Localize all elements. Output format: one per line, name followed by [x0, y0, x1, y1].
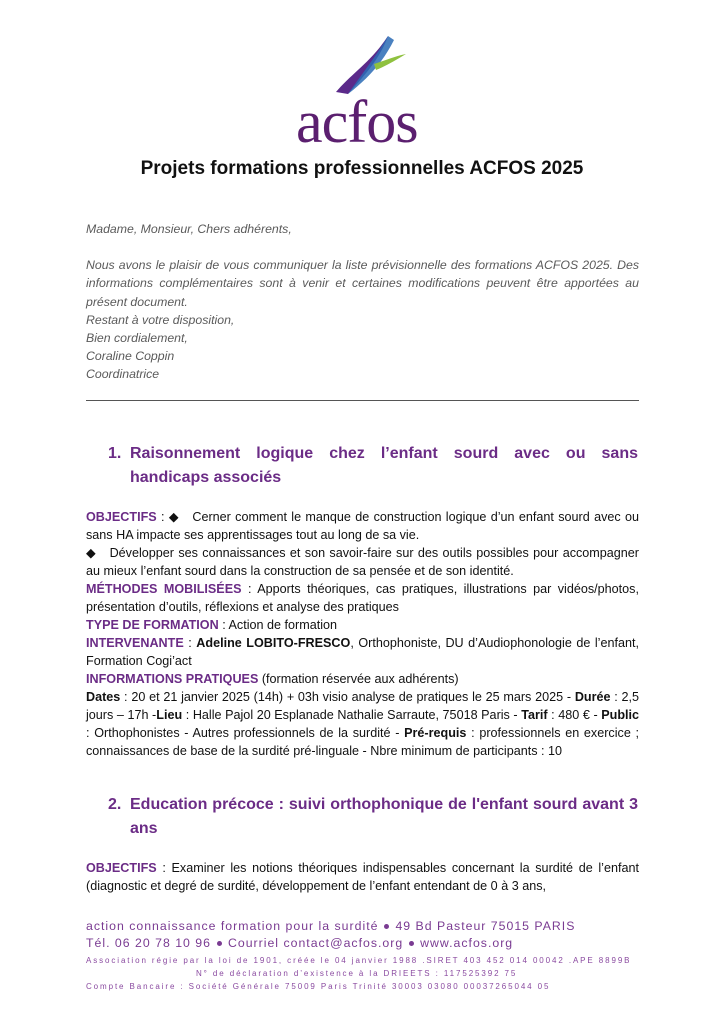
objectif-1: Cerner comment le manque de construction logique d’un enfant sourd avec ou sans HA impacte ses apprentissages tout au long de sa vie. — [86, 510, 639, 542]
section-1-number: 1. — [108, 445, 122, 462]
intervenante-details: , Orthophoniste, DU d’Audiophonologie de l’enfant, Formation Cogi’act — [86, 636, 639, 668]
tarif-value: 480 € - — [558, 708, 598, 722]
methodes-label: MÉTHODES MOBILISÉES — [86, 582, 242, 596]
lieu-label: Lieu — [156, 708, 183, 722]
dot-icon — [409, 941, 414, 946]
public-value: Orthophonistes - Autres professionnels de la surdité - — [94, 726, 400, 740]
intro-paragraph: Nous avons le plaisir de vous communiquer la liste prévisionnelle des formations ACFOS 2025. Des informations complémentaires sont à venir et certaines modifications peuvent être apportées au présent document. — [86, 258, 639, 309]
tarif-label: Tarif — [521, 708, 548, 722]
dates-label: Dates — [86, 690, 121, 704]
footer-phone: Tél. 06 20 78 10 96 — [86, 936, 211, 950]
signatory-role: Coordinatrice — [86, 367, 160, 382]
infos-note: (formation réservée aux adhérents) — [261, 672, 459, 686]
footer-legal: Association régie par la loi de 1901, créée le 04 janvier 1988 .SIRET 403 452 014 00042 .APE 8899B — [86, 956, 632, 965]
objectifs-label: OBJECTIFS — [86, 510, 157, 524]
prerequis-value: professionnels en exercice ; connaissances de base de la surdité pré-linguale - Nbre minimum de participants : 10 — [86, 726, 640, 758]
section-1-heading — [108, 442, 638, 490]
intro-closing: Restant à votre disposition, — [86, 312, 235, 327]
signatory-name: Coraline Coppin — [86, 349, 175, 364]
methodes-value: Apports théoriques, cas pratiques, illustrations par vidéos/photos, présentation d’outils, réflexions et analyse des pratiques — [86, 582, 639, 614]
section-2-title: Education précoce : suivi orthophonique de l'enfant sourd avant 3 ans — [130, 796, 638, 837]
intro-regards: Bien cordialement, — [86, 331, 188, 346]
intro-letter — [86, 220, 639, 384]
dot-icon — [217, 941, 222, 946]
footer-website[interactable]: www.acfos.org — [420, 936, 514, 950]
section-1-title: Raisonnement logique chez l’enfant sourd avec ou sans handicaps associés — [130, 445, 638, 486]
section-2-heading — [108, 793, 638, 841]
acfos-logo — [296, 34, 436, 155]
divider — [86, 400, 639, 401]
bullet-icon: ◆ — [86, 546, 97, 560]
lieu-value: Halle Pajol 20 Esplanade Nathalie Sarraute, 75018 Paris - — [192, 708, 518, 722]
dates-value: 20 et 21 janvier 2025 (14h) + 03h visio analyse de pratiques le 25 mars 2025 - — [131, 690, 572, 704]
intervenante-name: Adeline LOBITO-FRESCO — [196, 636, 351, 650]
objectif-2: Développer ses connaissances et son savoir-faire sur des outils possibles pour accompagner au mieux l’enfant sourd dans la construction de sa pensée et de son identité. — [86, 546, 639, 578]
bullet-icon: ◆ — [168, 510, 180, 524]
duree-value: 2,5 jours – 17h - — [86, 690, 640, 722]
public-label: Public — [601, 708, 640, 722]
type-value: Action de formation — [228, 618, 338, 632]
footer — [86, 918, 646, 993]
dot-icon — [384, 924, 389, 929]
objectifs-value-2: Examiner les notions théoriques indispensables concernant la surdité de l’enfant (diagnostic et degré de surdité, développement de l’enfant entendant de 0 à 3 ans, — [86, 861, 639, 893]
footer-email[interactable]: Courriel contact@acfos.org — [227, 936, 404, 950]
greeting: Madame, Monsieur, Chers adhérents, — [86, 222, 292, 236]
objectifs-label-2: OBJECTIFS — [86, 861, 157, 875]
section-1-body: OBJECTIFS : ◆ Cerner comment le manque de construction logique d’un enfant sourd avec ou sans HA impacte ses apprentissages tout au long de sa vie. ◆ Développer ses connaissances et son savoir-faire sur des outils possibles pour accompagner au mieux l’enfant sourd dans la construction de sa pensée et de son identité. MÉTHODES MOBILISÉES : Apports théoriques, cas pratiques, illustrations par vidéos/photos, présentation d’outils, réflexions et analyse des pratiques TYPE DE FORMATION : Action de formation INTERVENANTE : Adeline LOBITO-FRESCO, Orthophoniste, DU d’Audiophonologie de l’enfant, Formation Cogi’act INFORMATIONS PRATIQUES (formation réservée aux adhérents) Dates : 20 et 21 janvier 2025 (14h) + 03h visio analyse de pratiques le 25 mars 2025 - Durée : 2,5 jours – 17h -Lieu : Halle Pajol 20 Esplanade Nathalie Sarraute, 75018 Paris - Tarif : 480 € - Public : Orthophonistes - Autres professionnels de la surdité - Pré-requis : professionnels en exercice ; connaissances de base de la surdité pré-linguale - Nbre minimum de participants : 10 — [86, 510, 640, 758]
footer-declaration: N° de déclaration d’existence à la DRIEETS : 117525392 75 — [196, 969, 518, 978]
type-label: TYPE DE FORMATION — [86, 618, 219, 632]
duree-label: Durée — [574, 690, 611, 704]
footer-address: 49 Bd Pasteur 75015 PARIS — [395, 919, 576, 933]
footer-tagline: action connaissance formation pour la surdité — [86, 919, 379, 933]
section-2-body: OBJECTIFS : Examiner les notions théoriques indispensables concernant la surdité de l’enfant (diagnostic et degré de surdité, développement de l’enfant entendant de 0 à 3 ans, — [86, 861, 639, 893]
section-2-number: 2. — [108, 796, 122, 813]
logo-wordmark: acfos — [296, 89, 418, 155]
page-title: Projets formations professionnelles ACFOS 2025 — [140, 158, 584, 179]
infos-label: INFORMATIONS PRATIQUES — [86, 672, 259, 686]
footer-bank: Compte Bancaire : Société Générale 75009 Paris Trinité 30003 03080 00037265044 05 — [86, 982, 551, 991]
prerequis-label: Pré-requis — [404, 726, 467, 740]
intervenante-label: INTERVENANTE — [86, 636, 184, 650]
